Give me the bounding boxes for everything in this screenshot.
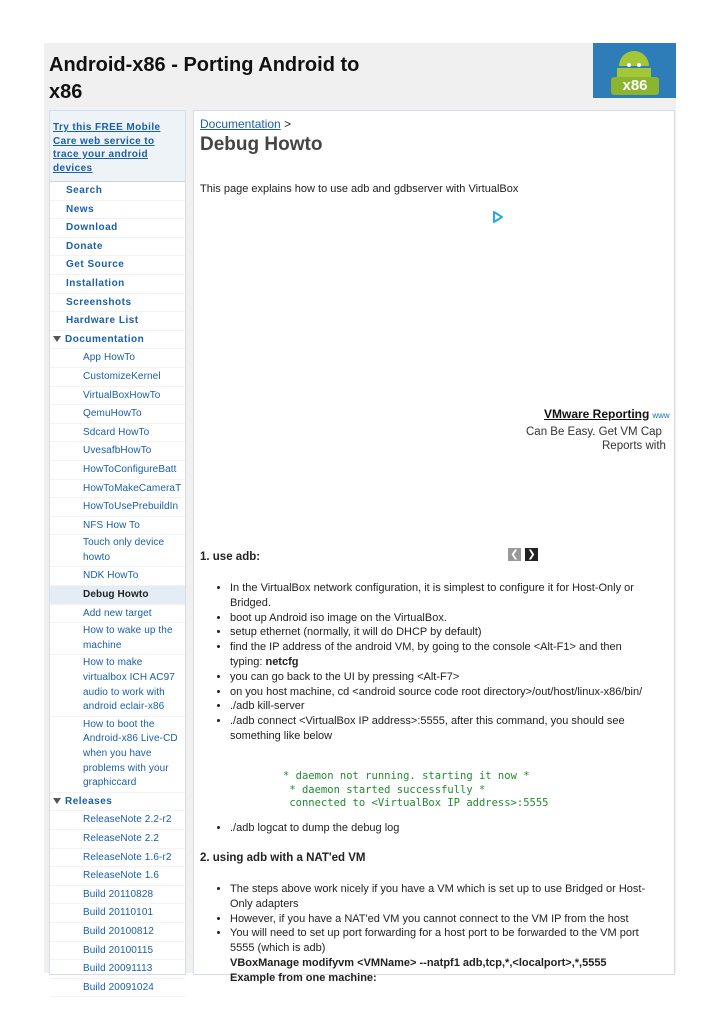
sidebar-item-ndk-howto[interactable] bbox=[50, 567, 185, 586]
page-title: Debug Howto bbox=[200, 134, 323, 155]
sidebar-item-nfs-how-to[interactable] bbox=[50, 517, 185, 536]
promo-link[interactable]: Try this FREE Mobile Care web service to trace your android devices bbox=[53, 122, 161, 174]
sidebar-nav bbox=[50, 182, 185, 997]
sidebar-item-label: Build 20100115 bbox=[83, 944, 154, 956]
sidebar-item-label: Search bbox=[66, 185, 103, 196]
ad-description-line: Can Be Easy. Get VM Cap bbox=[526, 426, 662, 438]
list-item: • In the VirtualBox network configuration, it is simplest to configure it for Host-Only or Bridged. bbox=[230, 581, 650, 611]
sidebar-item-search[interactable] bbox=[50, 182, 185, 201]
sidebar-item-label: Hardware List bbox=[66, 315, 139, 327]
sidebar-item-label: Build 20091024 bbox=[83, 981, 154, 993]
ad-title-link[interactable]: VMware Reporting bbox=[544, 407, 650, 421]
sidebar-item-label: HowToMakeCameraT bbox=[83, 482, 182, 494]
sidebar-item-label: News bbox=[66, 203, 95, 215]
sidebar-item-label: QemuHowTo bbox=[83, 408, 142, 420]
list-item bbox=[230, 640, 650, 670]
adb-logcat-list bbox=[217, 821, 650, 836]
sidebar-item-app-howto[interactable] bbox=[50, 349, 185, 368]
sidebar-item-build-20110828[interactable] bbox=[50, 886, 185, 905]
list-item: • boot up Android iso image on the VirtualBox. bbox=[230, 611, 650, 626]
logo-text: x86 bbox=[611, 77, 659, 95]
sidebar-item-label: Debug Howto bbox=[83, 589, 149, 601]
adb-steps-list bbox=[217, 581, 650, 744]
sidebar bbox=[49, 110, 186, 993]
expand-triangle-icon[interactable] bbox=[53, 336, 61, 342]
sidebar-item-download[interactable] bbox=[50, 219, 185, 238]
sidebar-item-label: Build 20110828 bbox=[83, 888, 154, 900]
sidebar-item-sdcard-howto[interactable] bbox=[50, 424, 185, 443]
sidebar-item-label: Screenshots bbox=[66, 296, 132, 308]
page-frame bbox=[44, 43, 676, 993]
android-x86-logo[interactable] bbox=[593, 43, 676, 98]
sidebar-item-label: Download bbox=[66, 222, 118, 234]
sidebar-item-build-20100115[interactable] bbox=[50, 942, 185, 961]
sidebar-item-label: VirtualBoxHowTo bbox=[83, 389, 161, 401]
sidebar-item-label: Sdcard HowTo bbox=[83, 426, 150, 438]
ad-title[interactable] bbox=[544, 407, 670, 421]
breadcrumb-separator: > bbox=[284, 117, 292, 131]
vboxmanage-command: VBoxManage modifyvm <VMName> --natpf1 adb,tcp,*,<localport>,*,5555 bbox=[230, 956, 607, 969]
list-item: • ./adb logcat to dump the debug log bbox=[230, 821, 650, 836]
ad-previous-button[interactable]: ❮ bbox=[508, 548, 521, 561]
sidebar-item-build-20110101[interactable] bbox=[50, 904, 185, 923]
sidebar-item-label: How to wake up the machine bbox=[83, 625, 173, 651]
sidebar-item-how-to-wake-up-the-machine[interactable] bbox=[50, 623, 185, 655]
list-item: • However, if you have a NAT'ed VM you cannot connect to the VM IP from the host bbox=[230, 912, 656, 927]
ad-url[interactable]: www bbox=[652, 411, 670, 420]
sidebar-item-releasenote-2-2[interactable] bbox=[50, 830, 185, 849]
adchoices-icon[interactable] bbox=[492, 211, 504, 223]
code-block: * daemon not running. starting it now * * daemon started successfully * connected to <VirtualBox IP address>:5555 bbox=[283, 770, 549, 810]
sidebar-item-label: App HowTo bbox=[83, 352, 136, 364]
sidebar-item-label: HowToUsePrebuildIn bbox=[83, 501, 179, 513]
sidebar-item-donate[interactable] bbox=[50, 238, 185, 257]
ad-next-button[interactable]: ❯ bbox=[525, 548, 538, 561]
sidebar-item-installation[interactable] bbox=[50, 275, 185, 294]
sidebar-item-label: Build 20110101 bbox=[83, 907, 154, 919]
sidebar-item-label: Build 20100812 bbox=[83, 925, 154, 937]
breadcrumb bbox=[200, 117, 291, 131]
main-content bbox=[193, 110, 675, 984]
sidebar-item-label: Get Source bbox=[66, 259, 125, 271]
ad-description-line: Reports with bbox=[602, 440, 666, 452]
sidebar-item-how-to-make-virtualbox-ich-ac97-audio-to-work-with-android-eclair-x86[interactable] bbox=[50, 655, 185, 716]
list-item: • ./adb kill-server bbox=[230, 699, 650, 714]
sidebar-item-add-new-target[interactable] bbox=[50, 605, 185, 624]
sidebar-item-releasenote-1-6[interactable] bbox=[50, 867, 185, 886]
sidebar-item-touch-only-device-howto[interactable] bbox=[50, 535, 185, 567]
android-robot-icon bbox=[619, 51, 649, 66]
sidebar-item-label: Installation bbox=[66, 277, 125, 289]
sidebar-item-howtouseprebuildin[interactable] bbox=[50, 498, 185, 517]
sidebar-item-label: NDK HowTo bbox=[83, 570, 139, 582]
sidebar-item-news[interactable] bbox=[50, 201, 185, 220]
netcfg-command: netcfg bbox=[265, 655, 299, 668]
sidebar-item-debug-howto[interactable] bbox=[50, 586, 185, 605]
sidebar-item-label: Touch only device howto bbox=[83, 537, 165, 563]
sidebar-item-releasenote-2-2-r2[interactable] bbox=[50, 811, 185, 830]
sidebar-item-label: ReleaseNote 1.6-r2 bbox=[83, 851, 172, 863]
sidebar-item-label: HowToConfigureBatt bbox=[83, 463, 177, 475]
sidebar-item-label: Releases bbox=[65, 795, 113, 807]
list-item-text: You will need to set up port forwarding for a host port to be forwarded to the VM port 5555 (which is adb) bbox=[230, 927, 639, 955]
list-item: • setup ethernet (normally, it will do DHCP by default) bbox=[230, 625, 650, 640]
list-item: • you can go back to the UI by pressing <Alt-F7> bbox=[230, 670, 650, 685]
sidebar-item-how-to-boot-the-android-x86-live-cd-when-you-have-problems-with-your-graphiccard[interactable] bbox=[50, 717, 185, 793]
expand-triangle-icon[interactable] bbox=[53, 798, 61, 804]
sidebar-item-virtualboxhowto[interactable] bbox=[50, 387, 185, 406]
list-item bbox=[230, 926, 656, 985]
section-heading: 1. use adb: bbox=[200, 551, 261, 563]
sidebar-item-build-20100812[interactable] bbox=[50, 923, 185, 942]
sidebar-item-label: How to make virtualbox ICH AC97 audio to work with android eclair-x86 bbox=[83, 657, 175, 713]
sidebar-item-label: Add new target bbox=[83, 607, 152, 619]
site-title: Android-x86 - Porting Android to x86 bbox=[49, 54, 360, 103]
sidebar-item-howtomakecamerat[interactable] bbox=[50, 480, 185, 499]
sidebar-item-releases[interactable] bbox=[50, 793, 185, 812]
example-label: Example from one machine: bbox=[230, 971, 377, 984]
sidebar-item-label: How to boot the Android-x86 Live-CD when you have problems with your graphiccard bbox=[83, 718, 178, 789]
sidebar-item-uvesafbhowto[interactable] bbox=[50, 442, 185, 461]
list-item-text: find the IP address of the android VM, by going to the console <Alt-F1> and then typing: bbox=[230, 641, 622, 668]
intro-text: This page explains how to use adb and gdbserver with VirtualBox bbox=[200, 183, 519, 195]
sidebar-item-build-20091113[interactable] bbox=[50, 960, 185, 979]
sidebar-item-label: Build 20091113 bbox=[83, 963, 153, 975]
sidebar-item-label: Documentation bbox=[65, 333, 145, 345]
sidebar-item-documentation[interactable] bbox=[50, 331, 185, 350]
list-item: • on you host machine, cd <android source code root directory>/out/host/linux-x86/bin/ bbox=[230, 685, 650, 700]
sidebar-item-get-source[interactable] bbox=[50, 256, 185, 275]
sidebar-item-screenshots[interactable] bbox=[50, 294, 185, 313]
list-item: • The steps above work nicely if you have a VM which is set up to use Bridged or Host-Only adapters bbox=[230, 882, 656, 912]
sidebar-item-build-20091024[interactable] bbox=[50, 979, 185, 998]
breadcrumb-documentation-link[interactable]: Documentation bbox=[200, 117, 281, 131]
sidebar-item-releasenote-1-6-r2[interactable] bbox=[50, 849, 185, 868]
sidebar-item-label: Donate bbox=[66, 240, 103, 252]
promo-box bbox=[50, 111, 185, 182]
sidebar-item-label: ReleaseNote 2.2 bbox=[83, 832, 159, 844]
sidebar-item-label: CustomizeKernel bbox=[83, 370, 161, 382]
sidebar-item-howtoconfigurebatt[interactable] bbox=[50, 461, 185, 480]
sidebar-item-hardware-list[interactable] bbox=[50, 312, 185, 331]
sidebar-item-label: UvesafbHowTo bbox=[83, 445, 152, 457]
sidebar-item-label: NFS How To bbox=[83, 519, 140, 531]
nat-steps-list bbox=[217, 882, 656, 986]
sidebar-item-customizekernel[interactable] bbox=[50, 368, 185, 387]
sidebar-item-qemuhowto[interactable] bbox=[50, 405, 185, 424]
sidebar-item-label: ReleaseNote 2.2-r2 bbox=[83, 814, 172, 826]
section-heading: 2. using adb with a NAT'ed VM bbox=[200, 852, 366, 864]
list-item: • ./adb connect <VirtualBox IP address>:5555, after this command, you should see something like below bbox=[230, 714, 650, 744]
sidebar-item-label: ReleaseNote 1.6 bbox=[83, 870, 159, 882]
